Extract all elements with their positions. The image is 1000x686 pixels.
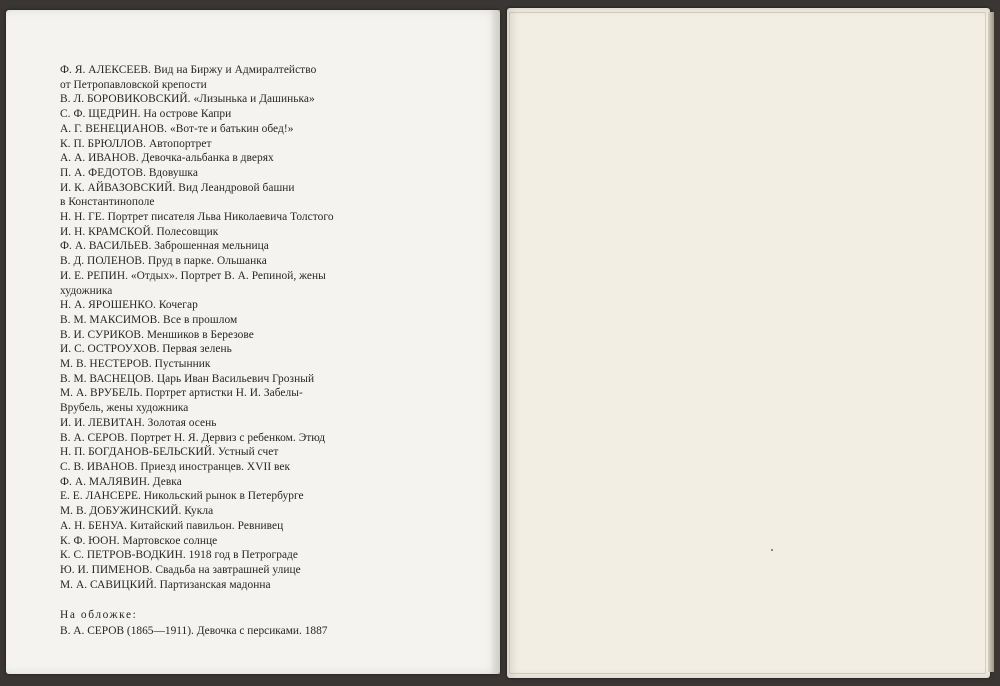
contents-item: Ф. А. ВАСИЛЬЕВ. Заброшенная мельница [60, 240, 269, 253]
contents-list [60, 63, 480, 592]
contents-item: М. В. ДОБУЖИНСКИЙ. Кукла [60, 505, 214, 518]
right-cover-page [507, 8, 990, 678]
cover-note-title: На обложке: [60, 609, 138, 621]
contents-item: В. М. МАКСИМОВ. Все в прошлом [60, 313, 238, 326]
contents-item: В. И. СУРИКОВ. Меншиков в Березове [60, 328, 254, 341]
contents-item: К. Ф. ЮОН. Мартовское солнце [60, 534, 218, 547]
contents-item: Н. П. БОГДАНОВ-БЕЛЬСКИЙ. Устный счет [60, 446, 279, 459]
contents-item: И. С. ОСТРОУХОВ. Первая зелень [60, 343, 232, 356]
contents-item: И. И. ЛЕВИТАН. Золотая осень [60, 416, 217, 429]
contents-item: А. Г. ВЕНЕЦИАНОВ. «Вот-те и батькин обед!» [60, 122, 294, 135]
contents-item: В. Д. ПОЛЕНОВ. Пруд в парке. Ольшанка [60, 255, 267, 268]
cover-note [60, 607, 480, 639]
contents-item: И. К. АЙВАЗОВСКИЙ. Вид Леандровой башни в Константинополе [60, 181, 295, 209]
contents-item: Н. А. ЯРОШЕНКО. Кочегар [60, 299, 198, 312]
contents-item: А. А. ИВАНОВ. Девочка-альбанка в дверях [60, 152, 274, 165]
contents-item: Н. Н. ГЕ. Портрет писателя Льва Николаевича Толстого [60, 211, 334, 224]
contents-item: И. Н. КРАМСКОЙ. Полесовщик [60, 225, 219, 238]
contents-item: И. Е. РЕПИН. «Отдых». Портрет В. А. Репиной, жены художника [60, 269, 326, 297]
cover-note-text: В. А. СЕРОВ (1865—1911). Девочка с персиками. 1887 [60, 625, 328, 637]
contents-item: В. А. СЕРОВ. Портрет Н. Я. Дервиз с ребенком. Этюд [60, 431, 326, 444]
paper-speck [771, 549, 773, 551]
contents-item: М. А. САВИЦКИЙ. Партизанская мадонна [60, 578, 271, 591]
contents-item: Ю. И. ПИМЕНОВ. Свадьба на завтрашней улице [60, 563, 301, 576]
contents-item: Ф. А. МАЛЯВИН. Девка [60, 475, 182, 488]
contents-item: В. М. ВАСНЕЦОВ. Царь Иван Васильевич Грозный [60, 372, 315, 385]
cover-edge [988, 12, 994, 672]
contents-item: В. Л. БОРОВИКОВСКИЙ. «Лизынька и Дашинька» [60, 93, 315, 106]
contents-item: М. В. НЕСТЕРОВ. Пустынник [60, 358, 211, 371]
contents-item: С. Ф. ЩЕДРИН. На острове Капри [60, 108, 232, 121]
contents-item: Ф. Я. АЛЕКСЕЕВ. Вид на Биржу и Адмиралтейство от Петропавловской крепости [60, 64, 317, 91]
contents-item: С. В. ИВАНОВ. Приезд иностранцев. XVII век [60, 460, 291, 473]
contents-item: М. А. ВРУБЕЛЬ. Портрет артистки Н. И. Забелы- Врубель, жены художника [60, 387, 303, 415]
contents-item: А. Н. БЕНУА. Китайский павильон. Ревнивец [60, 519, 284, 532]
contents-item: Е. Е. ЛАНСЕРЕ. Никольский рынок в Петербурге [60, 490, 304, 503]
contents-item: К. С. ПЕТРОВ-ВОДКИН. 1918 год в Петрограде [60, 549, 299, 562]
contents-item: К. П. БРЮЛЛОВ. Автопортрет [60, 137, 212, 150]
contents-item: П. А. ФЕДОТОВ. Вдовушка [60, 166, 198, 179]
